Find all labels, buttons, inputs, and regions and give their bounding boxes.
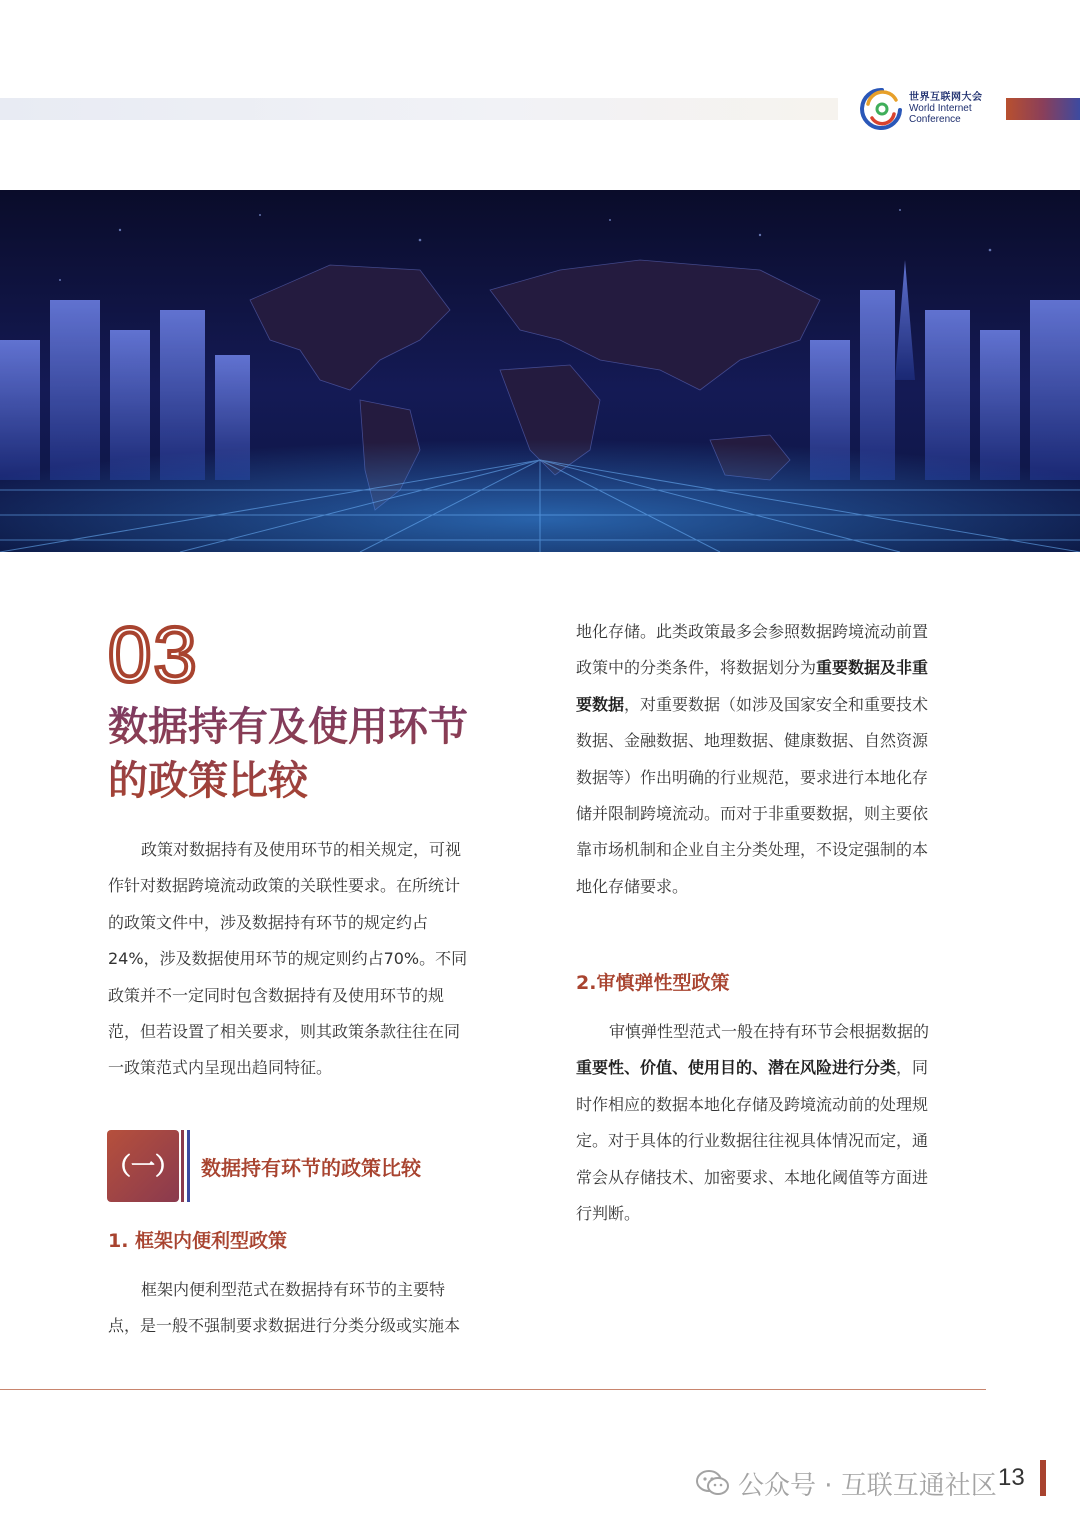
text-run: 政策中的分类条件，将数据划分为 (576, 658, 817, 678)
subsection-title: 数据持有环节的政策比较 (201, 1156, 421, 1180)
bold-text: 要数据 (576, 694, 625, 714)
policy2-line: 定。对于具体的行业数据往往视具体情况而定，通 (576, 1131, 929, 1151)
subsection-bar (181, 1130, 184, 1202)
policy2-line (576, 1050, 929, 1086)
policy1-line: 数据等）作出明确的行业规范，要求进行本地化存 (576, 767, 929, 787)
policy2-line: 时作相应的数据本地化存储及跨境流动前的处理规 (576, 1094, 929, 1114)
policy1-paragraph-left (108, 1272, 460, 1345)
logo-en-line1: World Internet (909, 103, 972, 114)
section-title-line2: 的政策比较 (108, 758, 308, 804)
intro-line: 作针对数据跨境流动政策的关联性要求。在所统计 (108, 876, 461, 896)
header-stripe (0, 98, 838, 120)
policy1-paragraph-right (576, 614, 928, 905)
page-number: 13 (998, 1464, 1025, 1491)
policy1-heading: 1. 框架内便利型政策 (108, 1230, 288, 1252)
section-number: 03 (108, 610, 199, 698)
page-number-bar (1040, 1460, 1046, 1496)
intro-line: 一政策范式内呈现出趋同特征。 (108, 1058, 333, 1078)
intro-line: 范，但若设置了相关要求，则其政策条款往往在同 (108, 1022, 461, 1042)
policy1-line: 点，是一般不强制要求数据进行分类分级或实施本 (108, 1316, 461, 1336)
wic-logo (858, 84, 1003, 134)
policy2-heading: 2.审慎弹性型政策 (576, 972, 730, 994)
bold-text: 重要性、价值、使用目的、潜在风险进行分类 (576, 1058, 897, 1078)
policy2-line: 审慎弹性型范式一般在持有环节会根据数据的 (609, 1022, 930, 1041)
subsection-badge: （一） (107, 1130, 179, 1202)
policy2-line: 常会从存储技术、加密要求、本地化阈值等方面进 (576, 1167, 929, 1187)
policy1-line: 靠市场机制和企业自主分类处理，不设定强制的本 (576, 840, 929, 860)
header-accent-bar (1006, 98, 1080, 120)
intro-paragraph (108, 832, 467, 1087)
policy1-line: 地化存储。此类政策最多会参照数据跨境流动前置 (576, 622, 929, 641)
section-title (108, 700, 528, 808)
wic-logo-icon (858, 84, 906, 134)
section-title-line1: 数据持有及使用环节 (108, 704, 468, 750)
logo-en-line2: Conference (909, 114, 961, 125)
watermark (696, 1465, 997, 1504)
wechat-icon (696, 1469, 730, 1504)
policy1-line: 地化存储要求。 (576, 876, 689, 896)
policy1-line: 储并限制跨境流动。而对于非重要数据，则主要依 (576, 804, 929, 824)
policy1-line: 数据、金融数据、地理数据、健康数据、自然资源 (576, 731, 929, 751)
policy1-line: 框架内便利型范式在数据持有环节的主要特 (141, 1280, 446, 1299)
policy2-paragraph (576, 1014, 929, 1232)
footer-rule (0, 1389, 986, 1390)
intro-line: 政策对数据持有及使用环节的相关规定，可视 (141, 840, 462, 859)
bold-text: 重要数据及非重 (816, 658, 929, 678)
intro-line: 政策并不一定同时包含数据持有及使用环节的规 (108, 985, 445, 1005)
policy1-line (576, 687, 928, 723)
subsection-heading (107, 1130, 507, 1202)
watermark-text: 公众号 · 互联互通社区 (738, 1471, 997, 1501)
policy1-line (576, 650, 928, 686)
subsection-bar (187, 1130, 190, 1202)
hero-image (0, 190, 1080, 552)
text-run: ，同 (896, 1058, 929, 1078)
logo-cn-text: 世界互联网大会 (909, 92, 983, 103)
intro-line: 的政策文件中，涉及数据持有环节的规定约占 (108, 912, 429, 932)
text-run: ，对重要数据（如涉及国家安全和重要技术 (624, 694, 929, 714)
policy2-line: 行判断。 (576, 1204, 641, 1224)
intro-line: 24%，涉及数据使用环节的规定则约占70%。不同 (108, 949, 468, 969)
